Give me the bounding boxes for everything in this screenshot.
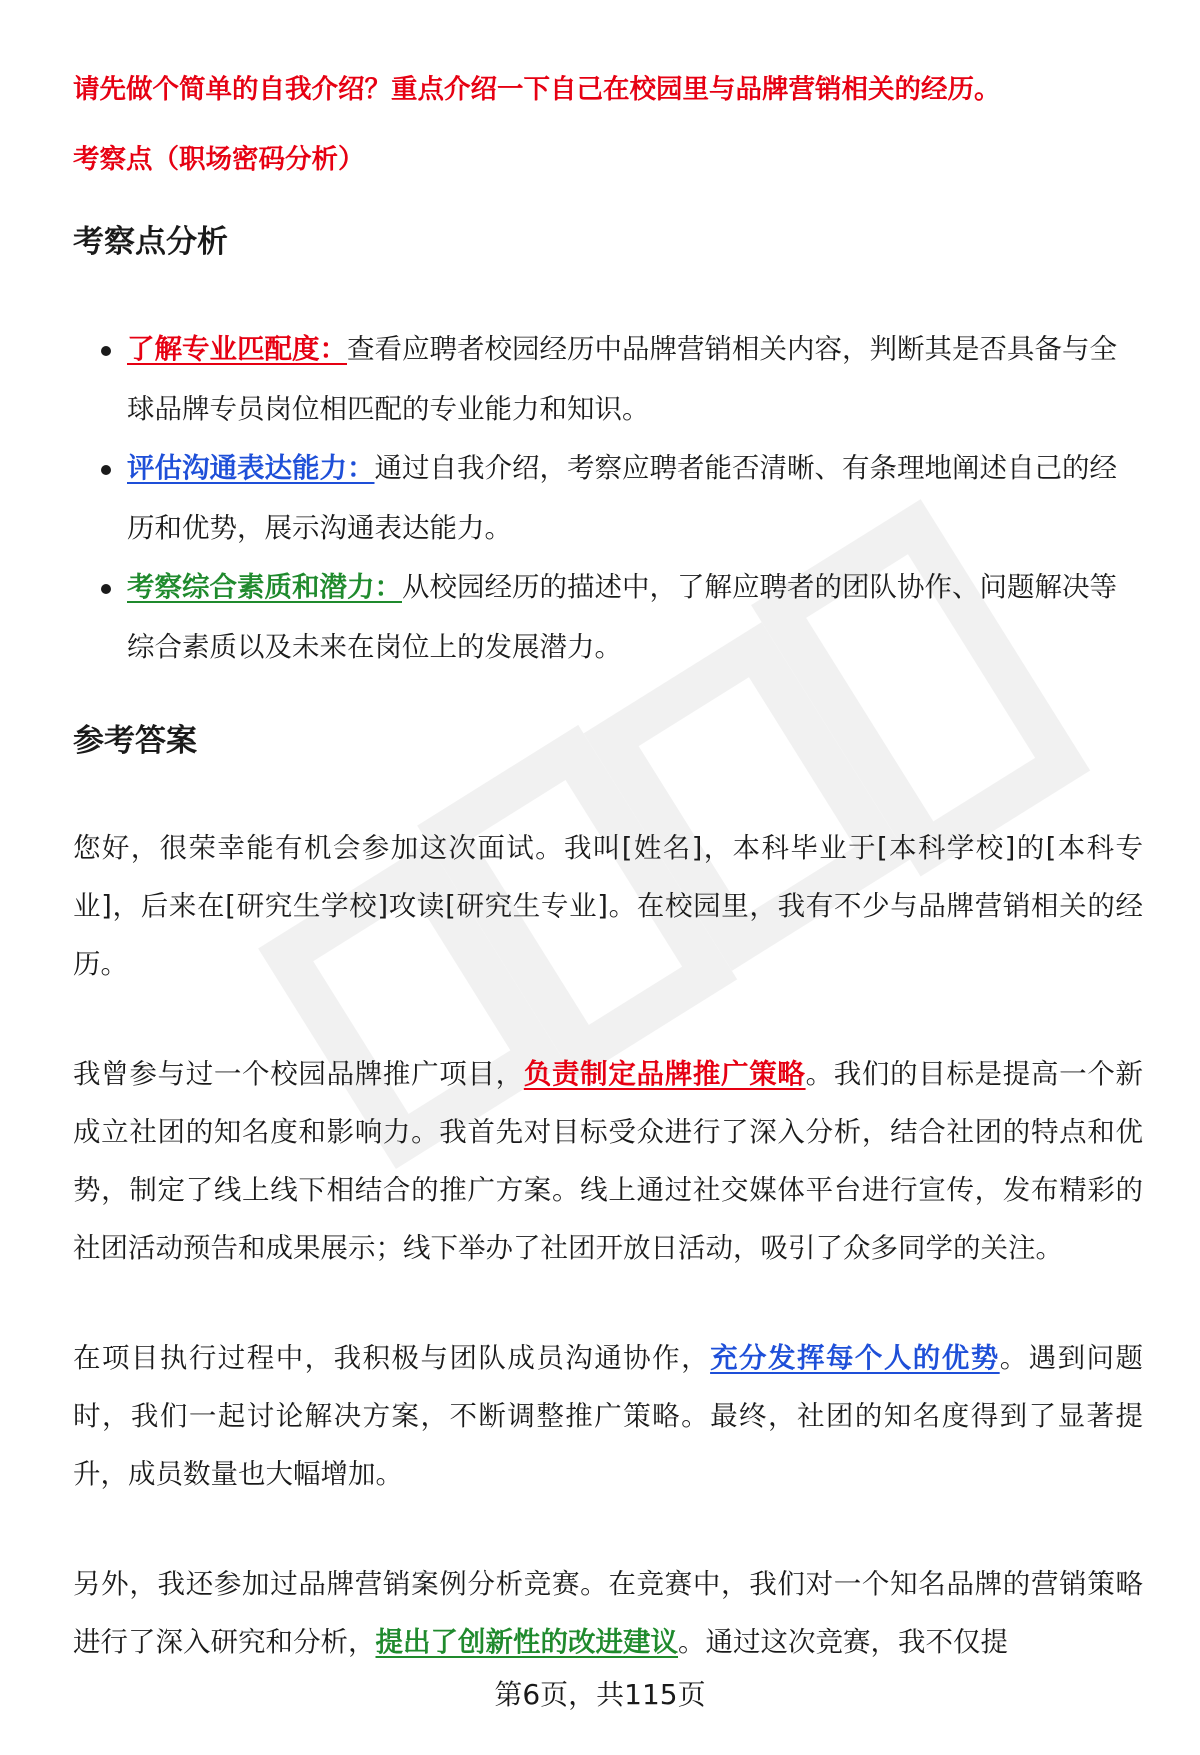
paragraph-text: 。我们的目标是提高一个新成立社团的知名度和影响力。我首先对目标受众进行了深入分析，结合社团的特点和优势，制定了线上线下相结合的推广方案。线上通过社交媒体平台进行宣传，发布精彩的社团活动预告和成果展示；线下举办了社团开放日活动，吸引了众多同学的关注。 (73, 1058, 1144, 1264)
answer-paragraph (73, 819, 1143, 993)
analysis-heading: 考察点分析 (73, 224, 228, 260)
point-text: 通过自我介绍，考察应聘者能否清晰、有条理地阐述自己的经历和优势，展示沟通表达能力。 (127, 452, 1117, 544)
highlight-text: 负责制定品牌推广策略 (523, 1058, 806, 1090)
bullet-icon (101, 465, 111, 475)
point-text: 从校园经历的描述中，了解应聘者的团队协作、问题解决等综合素质以及未来在岗位上的发展潜力。 (127, 571, 1117, 663)
answer-paragraph (73, 1045, 1143, 1277)
point-key: 评估沟通表达能力： (127, 452, 375, 484)
point-key: 考察综合素质和潜力： (127, 571, 402, 603)
list-item (73, 320, 1143, 439)
highlight-text: 提出了创新性的改进建议 (375, 1626, 678, 1658)
answer-paragraph (73, 1555, 1143, 1671)
paragraph-text: 我曾参与过一个校园品牌推广项目， (73, 1058, 524, 1090)
point-text: 查看应聘者校园经历中品牌营销相关内容，判断其是否具备与全球品牌专员岗位相匹配的专业能力和知识。 (127, 333, 1117, 425)
highlight-text: 充分发挥每个人的优势 (710, 1342, 1000, 1374)
page-number: 第6页，共115页 (494, 1678, 706, 1711)
focus-label: 考察点（职场密码分析） (73, 144, 365, 175)
answer-paragraph (73, 1329, 1143, 1503)
list-item (73, 558, 1143, 677)
paragraph-text: 。遇到问题时，我们一起讨论解决方案，不断调整推广策略。最终，社团的知名度得到了显著提升，成员数量也大幅增加。 (73, 1342, 1144, 1490)
point-key: 了解专业匹配度： (127, 333, 347, 365)
document-content (73, 62, 1143, 1671)
answer-heading: 参考答案 (73, 723, 197, 759)
analysis-list (73, 320, 1143, 677)
bullet-icon (101, 584, 111, 594)
paragraph-text: 在项目执行过程中，我积极与团队成员沟通协作， (73, 1342, 711, 1374)
question-title: 请先做个简单的自我介绍？重点介绍一下自己在校园里与品牌营销相关的经历。 (73, 74, 1001, 105)
paragraph-text: 另外，我还参加过品牌营销案例分析竞赛。在竞赛中，我们对一个知名品牌的营销策略进行了深入研究和分析， (73, 1568, 1143, 1658)
paragraph-text: 。通过这次竞赛，我不仅提 (678, 1626, 1008, 1658)
list-item (73, 439, 1143, 558)
bullet-icon (101, 346, 111, 356)
paragraph-text: 您好，很荣幸能有机会参加这次面试。我叫[姓名]，本科毕业于[本科学校]的[本科专业]，后来在[研究生学校]攻读[研究生专业]。在校园里，我有不少与品牌营销相关的经历。 (73, 832, 1143, 980)
